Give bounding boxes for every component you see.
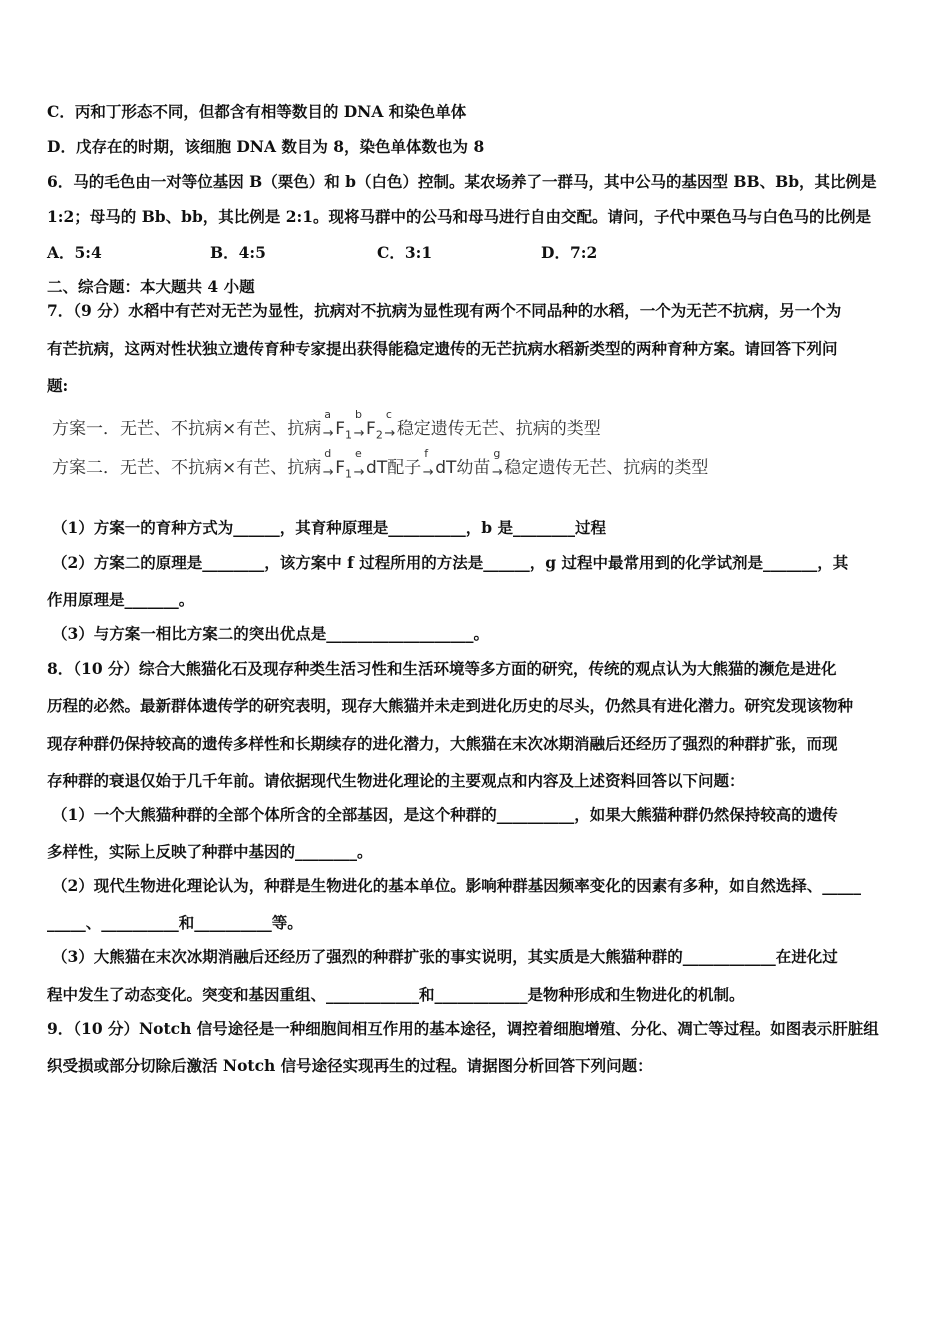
arrow-icon: a → — [322, 408, 334, 441]
q9-stem-line2: 织受损或部分切除后激活 Notch 信号途径实现再生的过程。请据图分析回答下列问题： — [47, 1056, 653, 1075]
q7-stem-line2: 有芒抗病，这两对性状独立遗传育种专家提出获得能稳定遗传的无芒抗病水稻新类型的两种育种方案。请回答下列问 — [47, 339, 838, 358]
q8-subquestion-3-line1: （3）大熊猫在末次冰期消融后还经历了强烈的种群扩张的事实说明，其实质是大熊猫种群的____________在进化过 — [52, 947, 838, 966]
scheme-two: 方案二．无芒、不抗病×有芒、抗病 d $\to F_1$ e →dT配子 f →dT幼苗 g →稳定遗传无芒、抗病的类型 — [52, 447, 709, 481]
q5-option-c: C．丙和丁形态不同，但都含有相等数目的 DNA 和染色单体 — [47, 102, 467, 121]
q8-stem-line4: 存种群的衰退仅始于几千年前。请依据现代生物进化理论的主要观点和内容及上述资料回答以下问题： — [47, 771, 745, 790]
q7-subquestion-2-line1: （2）方案二的原理是________，该方案中 f 过程所用的方法是______，g 过程中最常用到的化学试剂是_______，其 — [52, 553, 849, 572]
q7-subquestion-3: （3）与方案一相比方案二的突出优点是___________________。 — [52, 624, 490, 643]
arrow-icon: g → — [491, 447, 503, 480]
q8-subquestion-3-line2: 程中发生了动态变化。突变和基因重组、____________和____________是物种形成和生物进化的机制。 — [47, 985, 745, 1004]
section-title: 二、综合题：本大题共 4 小题 — [47, 277, 255, 296]
q8-subquestion-2-line1: （2）现代生物进化理论认为，种群是生物进化的基本单位。影响种群基因频率变化的因素有多种，如自然选择、_____ — [52, 876, 862, 895]
q6-option-b: B．4:5 — [210, 243, 266, 262]
q8-subquestion-2-line2: _____、__________和__________等。 — [47, 913, 303, 932]
q8-stem-line2: 历程的必然。最新群体遗传学的研究表明，现存大熊猫并未走到进化历史的尽头，仍然具有进化潜力。研究发现该物种 — [47, 696, 854, 715]
q6-stem-line2: 1:2；母马的 Bb、bb，其比例是 2:1。现将马群中的公马和母马进行自由交配。请问，子代中栗色马与白色马的比例是 — [47, 207, 871, 226]
q6-stem-line1: 6．马的毛色由一对等位基因 B（栗色）和 b（白色）控制。某农场养了一群马，其中公马的基因型 BB、Bb，其比例是 — [47, 172, 877, 191]
q6-option-a: A．5:4 — [47, 243, 102, 262]
arrow-icon: e → — [353, 447, 365, 480]
q6-option-c: C．3:1 — [377, 243, 433, 262]
scheme-one: 方案一．无芒、不抗病×有芒、抗病 a $\to F_1$ b $\to F_2$ c →稳定遗传无芒、抗病的类型 — [52, 408, 601, 442]
q8-subquestion-1-line2: 多样性，实际上反映了种群中基因的________。 — [47, 842, 373, 861]
q7-subquestion-2-line2: 作用原理是_______。 — [47, 590, 195, 609]
q6-option-d: D．7:2 — [541, 243, 598, 262]
q9-stem-line1: 9．（10 分）Notch 信号途径是一种细胞间相互作用的基本途径，调控着细胞增殖、分化、凋亡等过程。如图表示肝脏组 — [47, 1019, 879, 1038]
arrow-icon: b → — [353, 408, 365, 441]
q7-stem-line3: 题: — [47, 376, 69, 395]
q5-option-d: D．戊存在的时期，该细胞 DNA 数目为 8，染色单体数也为 8 — [47, 137, 485, 156]
arrow-icon: c → — [384, 408, 396, 441]
q8-stem-line3: 现存种群仍保持较高的遗传多样性和长期续存的进化潜力，大熊猫在末次冰期消融后还经历了强烈的种群扩张，而现 — [47, 734, 838, 753]
arrow-icon: f → — [422, 447, 434, 480]
arrow-icon: d → — [322, 447, 334, 480]
q8-subquestion-1-line1: （1）一个大熊猫种群的全部个体所含的全部基因，是这个种群的__________，如果大熊猫种群仍然保持较高的遗传 — [52, 805, 838, 824]
q7-stem-line1: 7．（9 分）水稻中有芒对无芒为显性，抗病对不抗病为显性现有两个不同品种的水稻，一个为无芒不抗病，另一个为 — [47, 301, 842, 320]
q8-stem-line1: 8．（10 分）综合大熊猫化石及现存种类生活习性和生活环境等多方面的研究，传统的观点认为大熊猫的濒危是进化 — [47, 659, 837, 678]
q7-subquestion-1: （1）方案一的育种方式为______，其育种原理是__________，b 是________过程 — [52, 518, 607, 537]
